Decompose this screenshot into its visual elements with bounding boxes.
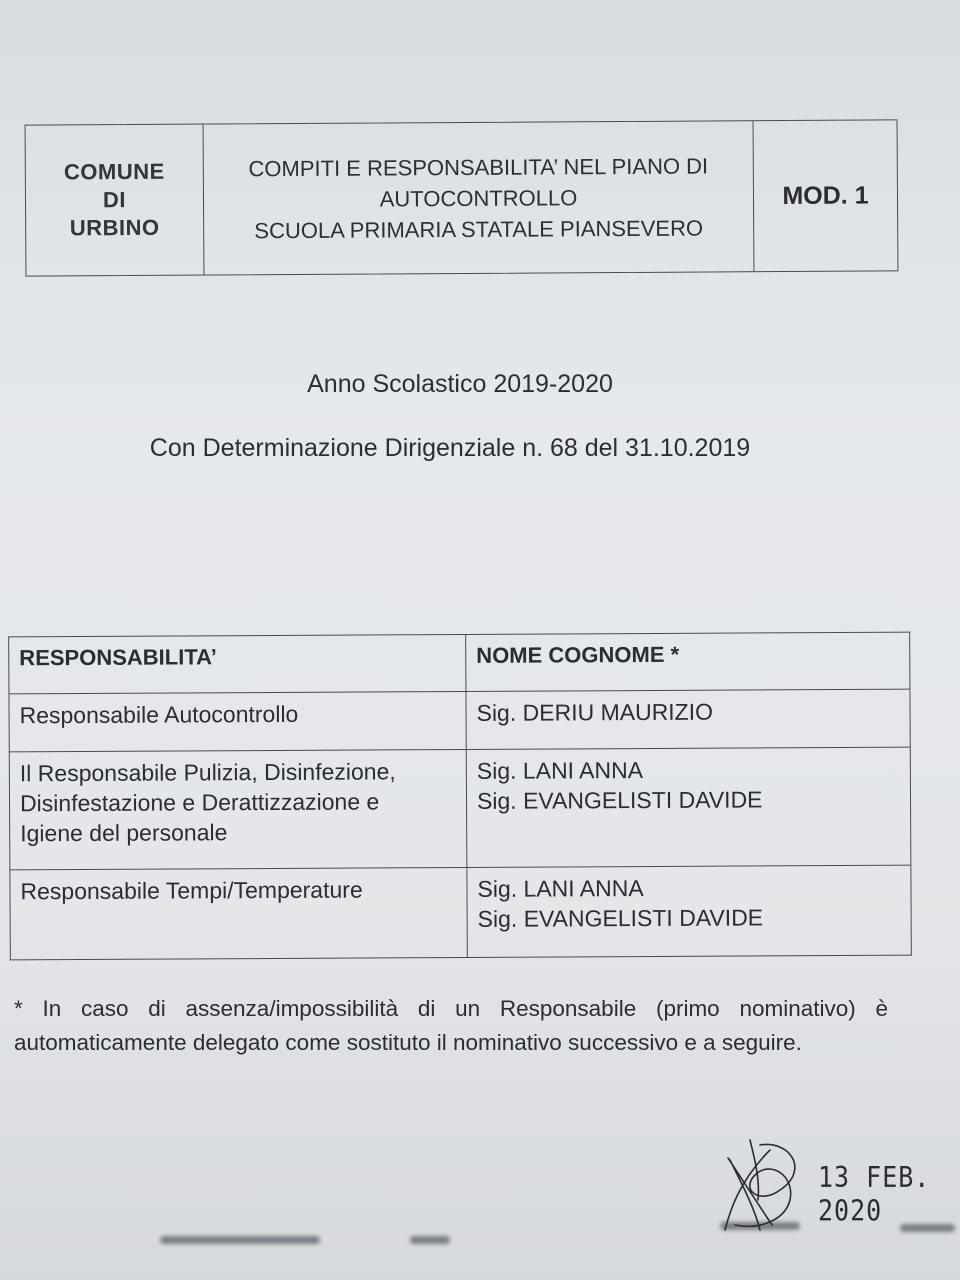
names-cell	[466, 747, 911, 867]
role-cell	[9, 749, 467, 869]
role-line: Responsabile Tempi/Temperature	[20, 876, 363, 905]
role-line: Responsabile Autocontrollo	[19, 700, 299, 729]
role-line: Disinfestazione e Derattizzazione e	[19, 788, 380, 817]
title-line: COMPITI E RESPONSABILITA’ NEL PIANO DI	[248, 152, 709, 181]
header-table	[25, 119, 899, 276]
comune-line: COMUNE	[63, 158, 165, 185]
ink-smudge	[720, 1222, 800, 1230]
person-name: Sig. LANI ANNA	[477, 875, 644, 902]
person-name: Sig. EVANGELISTI DAVIDE	[477, 904, 764, 932]
table-row	[10, 865, 911, 960]
ink-smudge	[160, 1236, 320, 1244]
role-line: Igiene del personale	[20, 819, 228, 847]
person-name: Sig. DERIU MAURIZIO	[476, 698, 714, 726]
names-cell	[466, 689, 910, 749]
table-header-row	[9, 632, 910, 694]
title-line: SCUOLA PRIMARIA STATALE PIANSEVERO	[254, 215, 704, 243]
module-number: MOD. 1	[782, 181, 869, 210]
names-cell	[467, 865, 911, 957]
person-name: Sig. LANI ANNA	[476, 757, 644, 784]
comune-cell	[26, 125, 205, 276]
role-line: Il Responsabile Pulizia, Disinfezione,	[19, 758, 396, 787]
ink-smudge	[900, 1224, 955, 1232]
role-cell	[9, 691, 466, 751]
responsibility-table	[8, 632, 912, 961]
comune-line: URBINO	[69, 214, 160, 241]
person-name: Sig. EVANGELISTI DAVIDE	[476, 786, 763, 814]
received-date-stamp: 13 FEB. 2020	[818, 1160, 931, 1228]
column-header-name: NOME COGNOME *	[466, 632, 910, 691]
title-line: AUTOCONTROLLO	[379, 184, 578, 211]
school-year: Anno Scolastico 2019-2020	[307, 370, 613, 398]
role-cell	[10, 867, 467, 959]
delegation-note: * In caso di assenza/impossibilità di un Responsabile (primo nominativo) è automaticamente delegato come sostituto il nominativo successivo e a seguire.	[14, 996, 888, 1055]
determination-reference: Con Determinazione Dirigenziale n. 68 del 31.10.2019	[149, 434, 751, 462]
table-row	[9, 689, 910, 752]
document-title-cell	[204, 121, 755, 274]
table-row	[9, 747, 911, 870]
ink-smudge	[410, 1236, 450, 1244]
comune-line: DI	[102, 187, 127, 213]
column-header-responsibility: RESPONSABILITA’	[9, 634, 466, 693]
module-cell	[754, 120, 898, 271]
